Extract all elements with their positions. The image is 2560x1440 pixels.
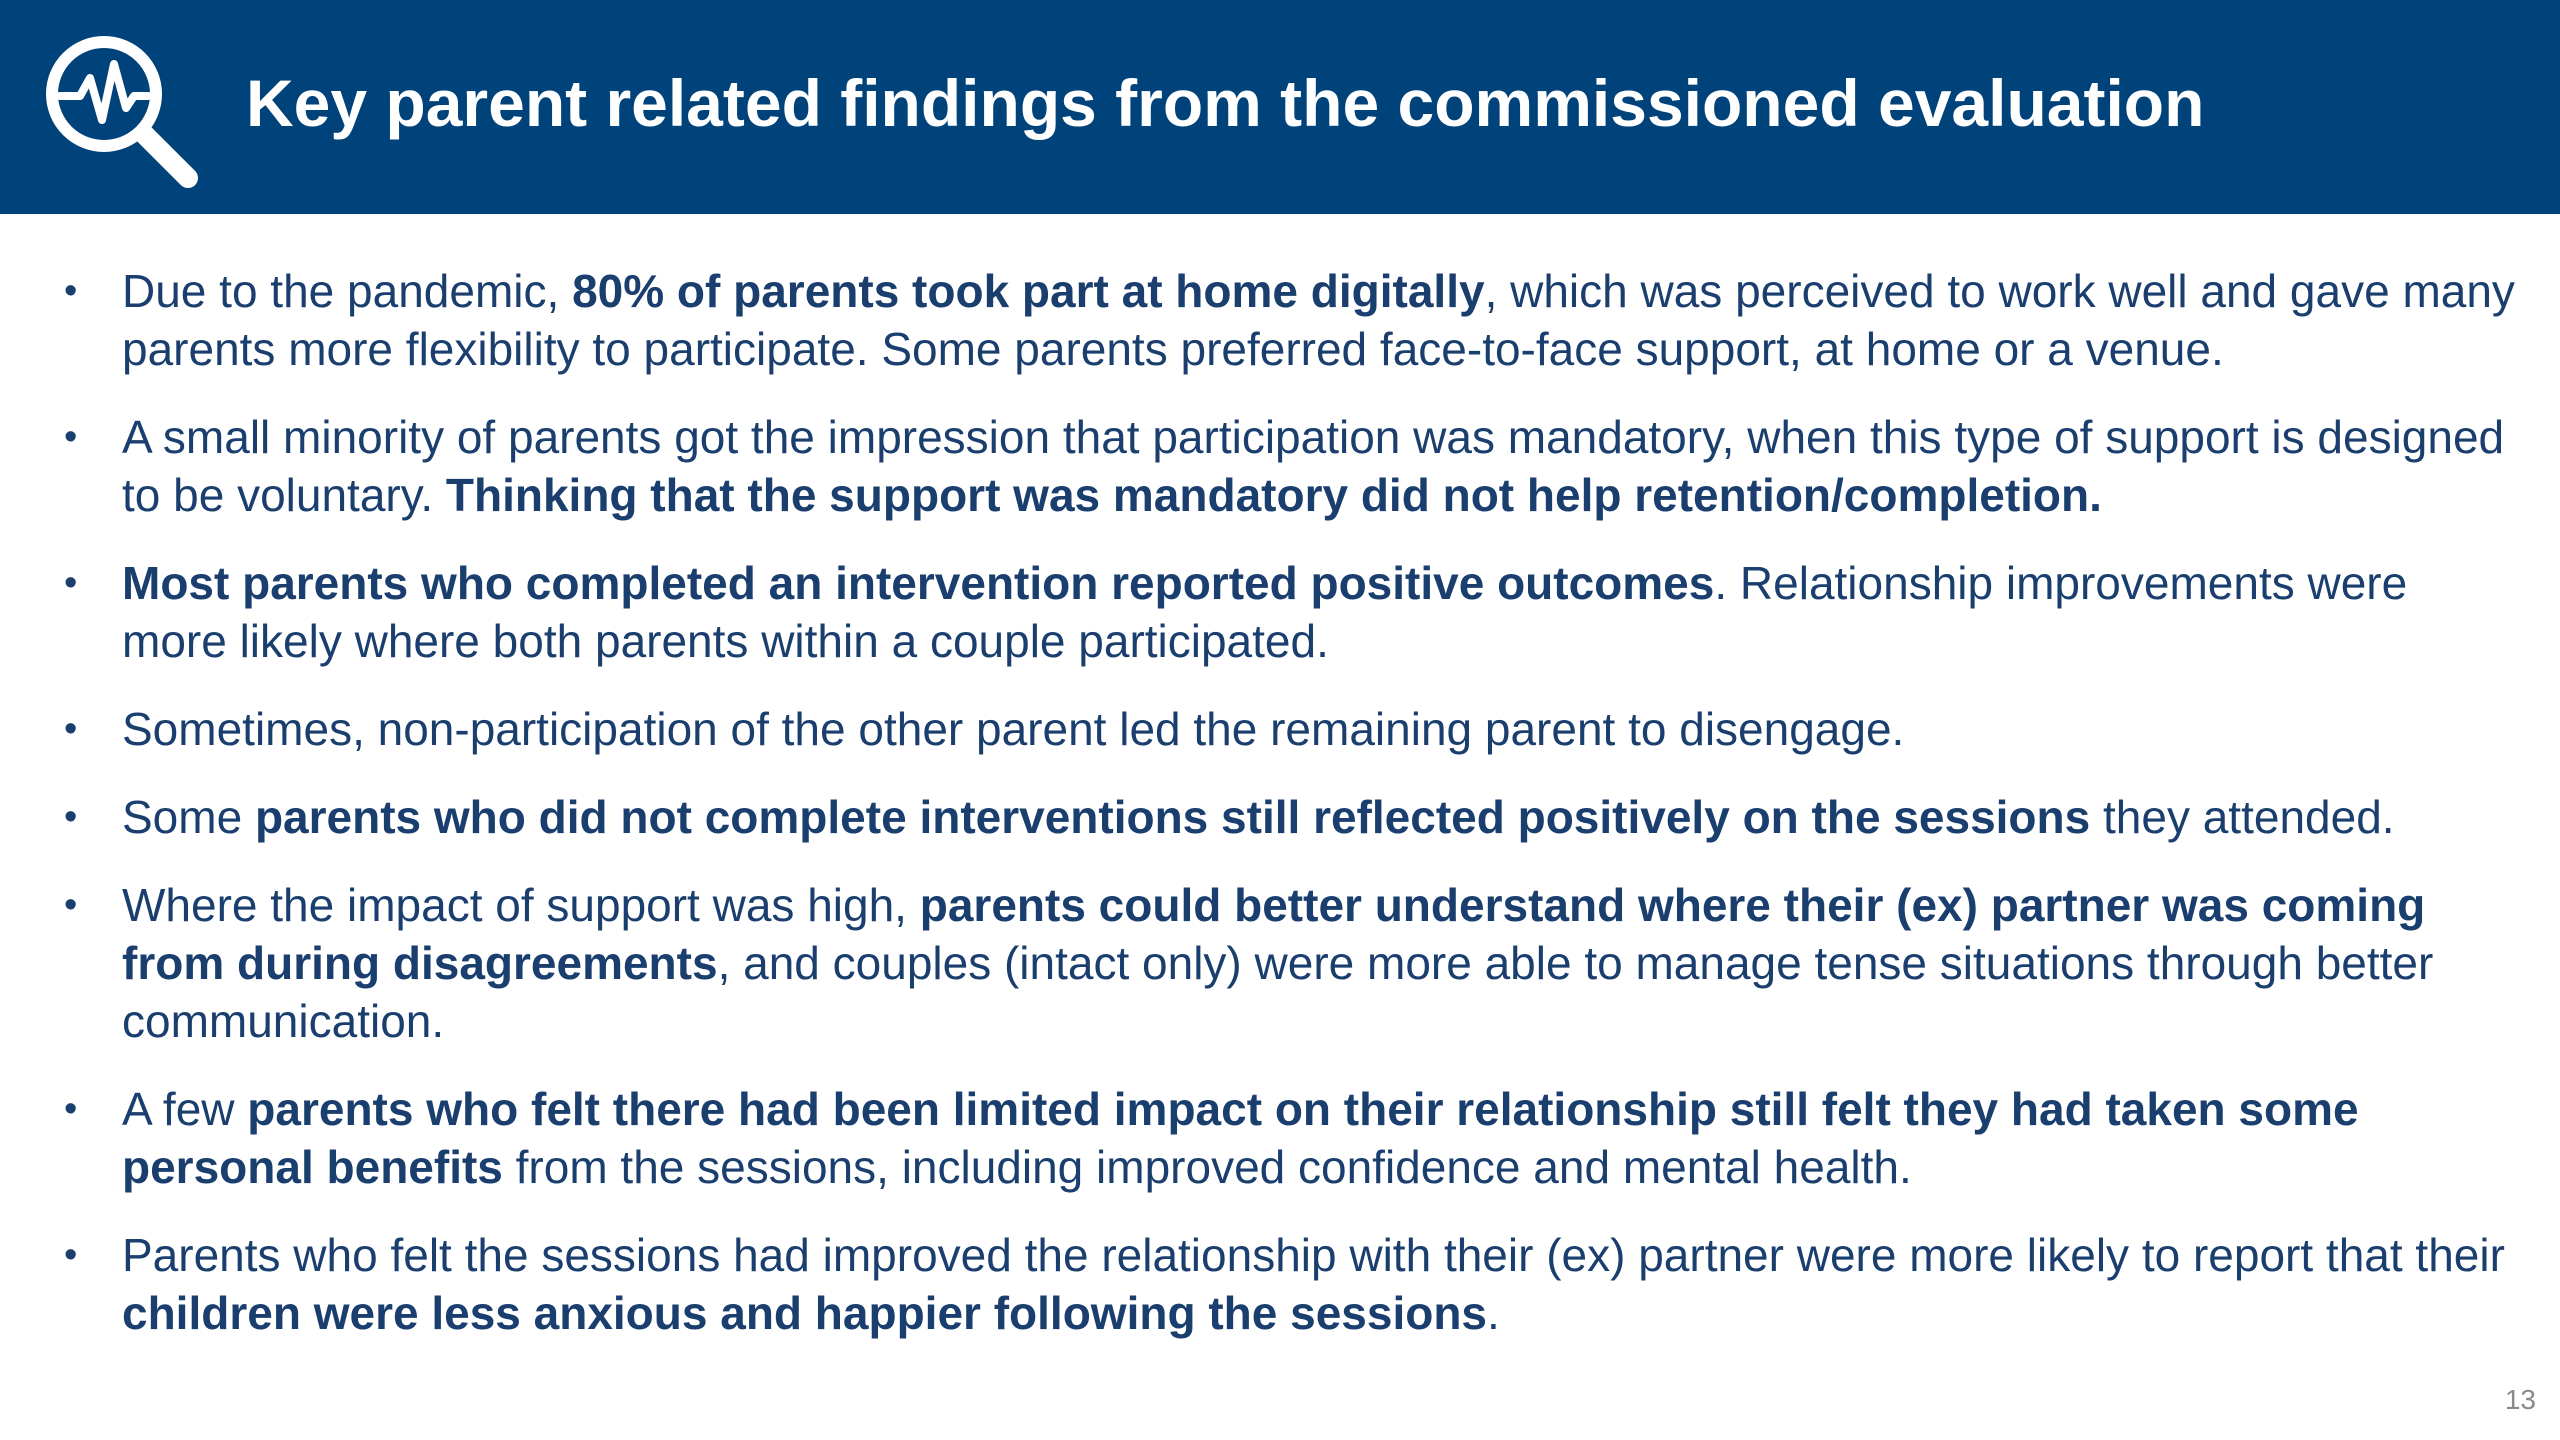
bullet-dot: • <box>64 1234 78 1276</box>
bullet-text: . Relationship improvements were more likely where both parents within a couple participated. <box>122 557 2408 667</box>
bullet-text: , which was perceived to work well and gave many parents more flexibility to participate. Some parents preferred face-to-face support, at home or a venue. <box>122 265 2515 375</box>
bullet-dot: • <box>64 884 78 926</box>
bullet-text: Parents who felt the sessions had improved the relationship with their (ex) partner were more likely to report that their <box>122 1229 2505 1281</box>
bullet-text-bold: parents who did not complete interventions still reflected positively on the sessions <box>254 791 2091 843</box>
list-item <box>60 700 2520 758</box>
magnifier-pulse-icon <box>36 26 206 196</box>
bullet-text-bold: 80% of parents took part at home digitally <box>572 265 1485 317</box>
bullet-dot: • <box>64 562 78 604</box>
page-title: Key parent related findings from the commissioned evaluation <box>246 66 2205 140</box>
bullet-dot: • <box>64 1088 78 1130</box>
bullet-dot: • <box>64 416 78 458</box>
bullet-text: Where the impact of support was high, <box>122 879 920 931</box>
bullet-text-bold: Thinking that the support was mandatory did not help retention/completion. <box>445 469 2102 521</box>
bullet-dot: • <box>64 270 78 312</box>
bullet-text: . <box>1487 1287 1500 1339</box>
bullet-text: Due to the pandemic, <box>122 265 573 317</box>
bullet-dot: • <box>64 796 78 838</box>
header-banner <box>0 0 2560 214</box>
bullet-dot: • <box>64 708 78 750</box>
bullet-text: Sometimes, non-participation of the other parent led the remaining parent to disengage. <box>122 703 1905 755</box>
bullet-text: A few <box>122 1083 248 1135</box>
list-item <box>60 876 2520 1050</box>
bullet-text: A small minority of parents got the impression that participation was mandatory, when this type of support is designed to be voluntary. <box>122 411 2505 521</box>
bullet-text-bold: parents who felt there had been limited impact on their relationship still felt they had taken some personal benefits <box>122 1083 2359 1193</box>
list-item <box>60 554 2520 670</box>
list-item <box>60 262 2520 378</box>
findings-list <box>60 262 2520 1372</box>
bullet-text: Some <box>122 791 255 843</box>
bullet-text: , and couples (intact only) were more able to manage tense situations through better communication. <box>122 937 2434 1047</box>
list-item <box>60 788 2520 846</box>
bullet-text-bold: children were less anxious and happier following the sessions <box>122 1287 1488 1339</box>
bullet-text-bold: Most parents who completed an intervention reported positive outcomes <box>122 557 1715 609</box>
page-number: 13 <box>2504 1384 2536 1415</box>
bullet-text: from the sessions, including improved confidence and mental health. <box>502 1141 1912 1193</box>
bullet-text-bold: parents could better understand where their (ex) partner was coming from during disagreements <box>122 879 2426 989</box>
list-item <box>60 1080 2520 1196</box>
list-item <box>60 408 2520 524</box>
bullet-text: they attended. <box>2090 791 2395 843</box>
list-item <box>60 1226 2520 1342</box>
